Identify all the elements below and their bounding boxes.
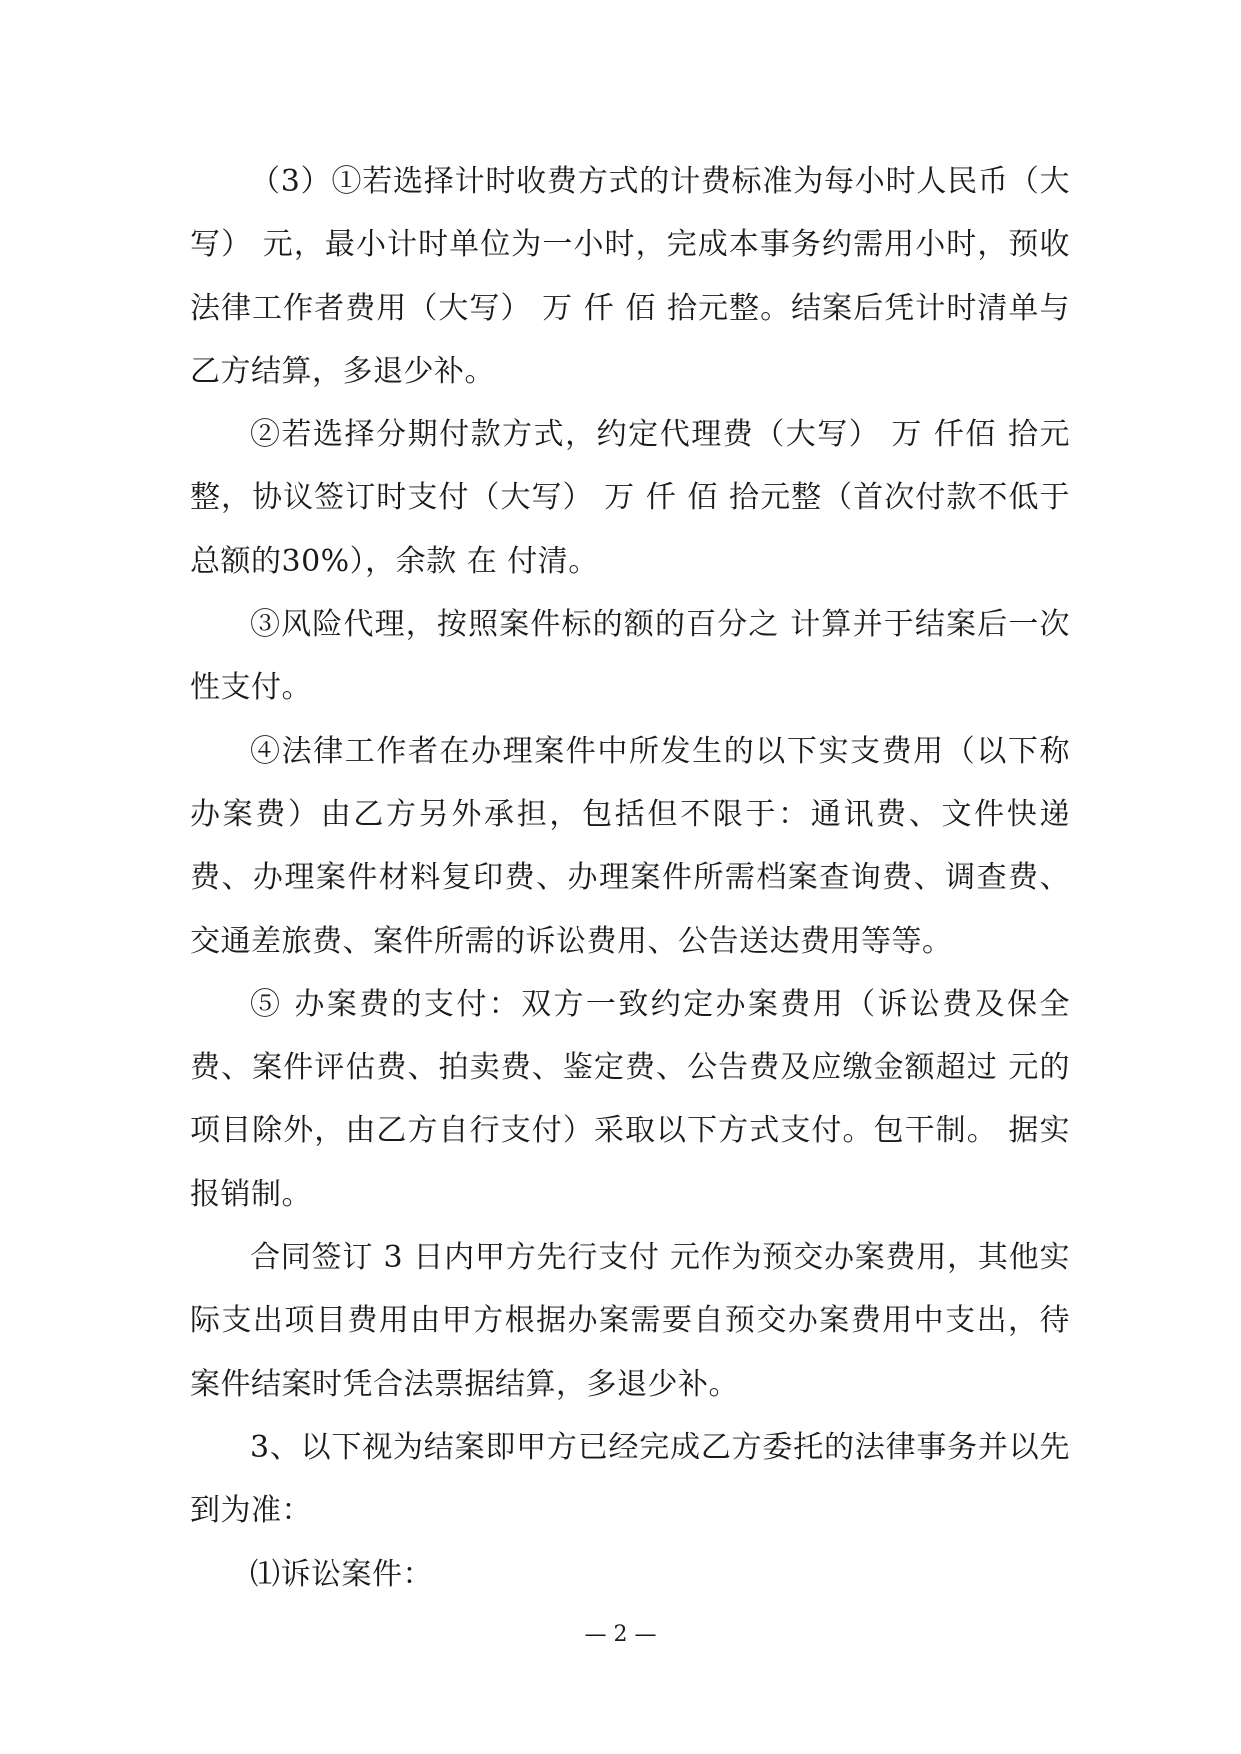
paragraph-expense-payment: ⑤ 办案费的支付：双方一致约定办案费用（诉讼费及保全费、案件评估费、拍卖费、鉴定费、公告费及应缴金额超过 元的项目除外，由乙方自行支付）采取以下方式支付。包干制。 据实报销制。	[190, 986, 1070, 1212]
paragraph-prepayment: 合同签订 3 日内甲方先行支付 元作为预交办案费用，其他实际支出项目费用由甲方根据办案需要自预交办案费用中支出，待案件结案时凭合法票据结算，多退少补。	[190, 1240, 1070, 1402]
paragraph-installment: ②若选择分期付款方式，约定代理费（大写） 万 仟佰 拾元整，协议签订时支付（大写） 万 仟 佰 拾元整（首次付款不低于总额的30%），余款 在 付清。	[190, 417, 1070, 579]
paragraph-risk-agency: ③风险代理，按照案件标的额的百分之 计算并于结案后一次性支付。	[190, 607, 1070, 706]
paragraph-hourly-fee: （3）①若选择计时收费方式的计费标准为每小时人民币（大写） 元，最小计时单位为一小时，完成本事务约需用小时，预收法律工作者费用（大写） 万 仟 佰 拾元整。结案后凭计时清单与乙方结算，多退少补。	[190, 164, 1070, 389]
page-number: — 2 —	[584, 1622, 657, 1647]
paragraph-case-closure: 3、以下视为结案即甲方已经完成乙方委托的法律事务并以先到为准：	[190, 1429, 1070, 1529]
paragraph-litigation-cases: ⑴诉讼案件：	[250, 1556, 433, 1592]
paragraph-case-expenses: ④法律工作者在办理案件中所发生的以下实支费用（以下称办案费）由乙方另外承担，包括但不限于：通讯费、文件快递费、办理案件材料复印费、办理案件所需档案查询费、调查费、交通差旅费、案件所需的诉讼费用、公告送达费用等等。	[190, 733, 1070, 959]
document-body	[190, 150, 1070, 1606]
